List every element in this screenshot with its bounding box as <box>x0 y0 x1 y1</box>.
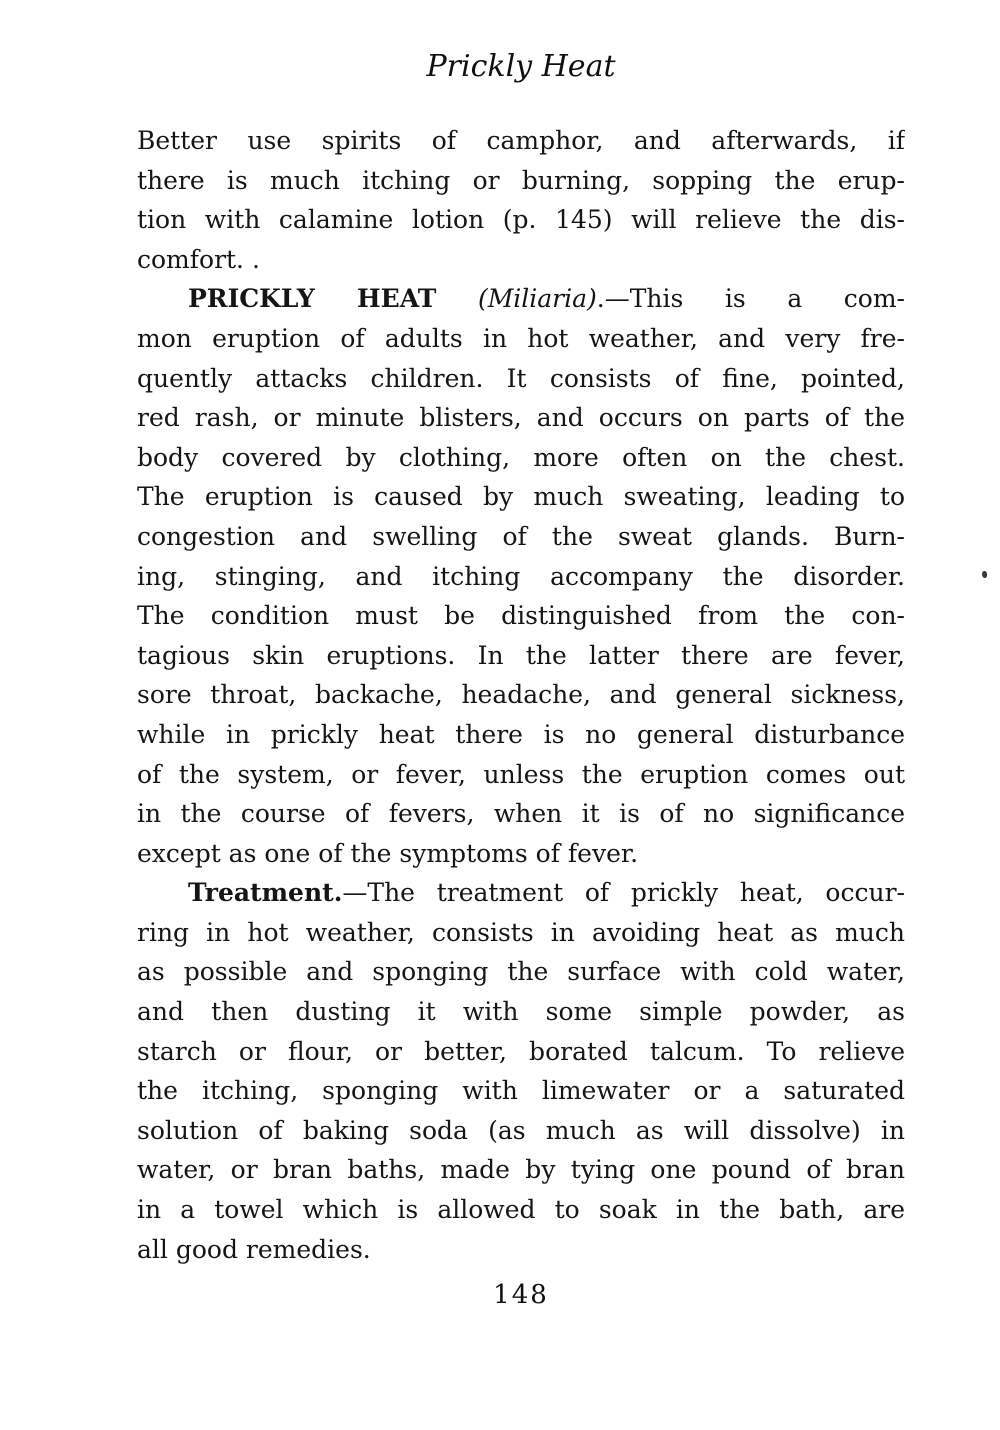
scan-speck <box>982 571 987 578</box>
text-line: Better use spirits of camphor, and afterwards, if <box>137 126 905 155</box>
text-line: ing, stinging, and itching accompany the disorder. <box>137 561 905 591</box>
text-line: and then dusting it with some simple powder, as <box>137 997 905 1027</box>
running-head: Prickly Heat <box>426 49 616 84</box>
text-line: sore throat, backache, headache, and general sickness, <box>137 680 905 710</box>
text-line: mon eruption of adults in hot weather, and very fre- <box>137 323 905 353</box>
paragraph <box>137 279 905 873</box>
text-line: red rash, or minute blisters, and occurs on parts of the <box>137 403 905 433</box>
text-line: solution of baking soda (as much as will dissolve) in <box>137 1115 905 1145</box>
text-line: tion with calamine lotion (p. 145) will relieve the dis- <box>137 205 905 235</box>
text-line: starch or flour, or better, borated talcum. To relieve <box>137 1036 905 1066</box>
text-line: ring in hot weather, consists in avoiding heat as much <box>137 917 905 947</box>
lead-rest: .—This is a com- <box>596 284 905 314</box>
text-line: while in prickly heat there is no general disturbance <box>137 719 905 749</box>
paragraph <box>137 121 905 279</box>
text-line: quently attacks children. It consists of fine, pointed, <box>137 363 905 393</box>
text-line: in a towel which is allowed to soak in the bath, are <box>137 1195 905 1225</box>
text-line: there is much itching or burning, sopping the erup- <box>137 165 905 195</box>
text-line: The condition must be distinguished from the con- <box>137 601 905 631</box>
text-line: of the system, or fever, unless the eruption comes out <box>137 759 905 789</box>
lead-rest: —The treatment of prickly heat, occur- <box>342 878 905 908</box>
text-line: tagious skin eruptions. In the latter there are fever, <box>137 640 905 670</box>
text-column <box>137 121 905 1269</box>
text-line: The eruption is caused by much sweating, leading to <box>137 482 905 512</box>
term-prickly-heat: PRICKLY HEAT <box>188 284 437 314</box>
text-line: all good remedies. <box>137 1234 371 1264</box>
text-line: congestion and swelling of the sweat glands. Burn- <box>137 521 905 551</box>
text-line: in the course of fevers, when it is of no significance <box>137 799 905 829</box>
text-line: as possible and sponging the surface with cold water, <box>137 957 905 987</box>
text-line: water, or bran baths, made by tying one pound of bran <box>137 1155 905 1185</box>
text-line: except as one of the symptoms of fever. <box>137 838 639 868</box>
page-number: 148 <box>493 1280 549 1310</box>
text-line: body covered by clothing, more often on the chest. <box>137 442 905 472</box>
paragraph <box>137 873 905 1269</box>
text-line <box>137 279 905 319</box>
text-line: the itching, sponging with limewater or a saturated <box>137 1076 905 1106</box>
term-treatment: Treatment. <box>188 878 343 908</box>
text-line: comfort. . <box>137 244 260 274</box>
text-line <box>137 873 905 913</box>
term-miliaria: (Miliaria) <box>477 284 597 314</box>
